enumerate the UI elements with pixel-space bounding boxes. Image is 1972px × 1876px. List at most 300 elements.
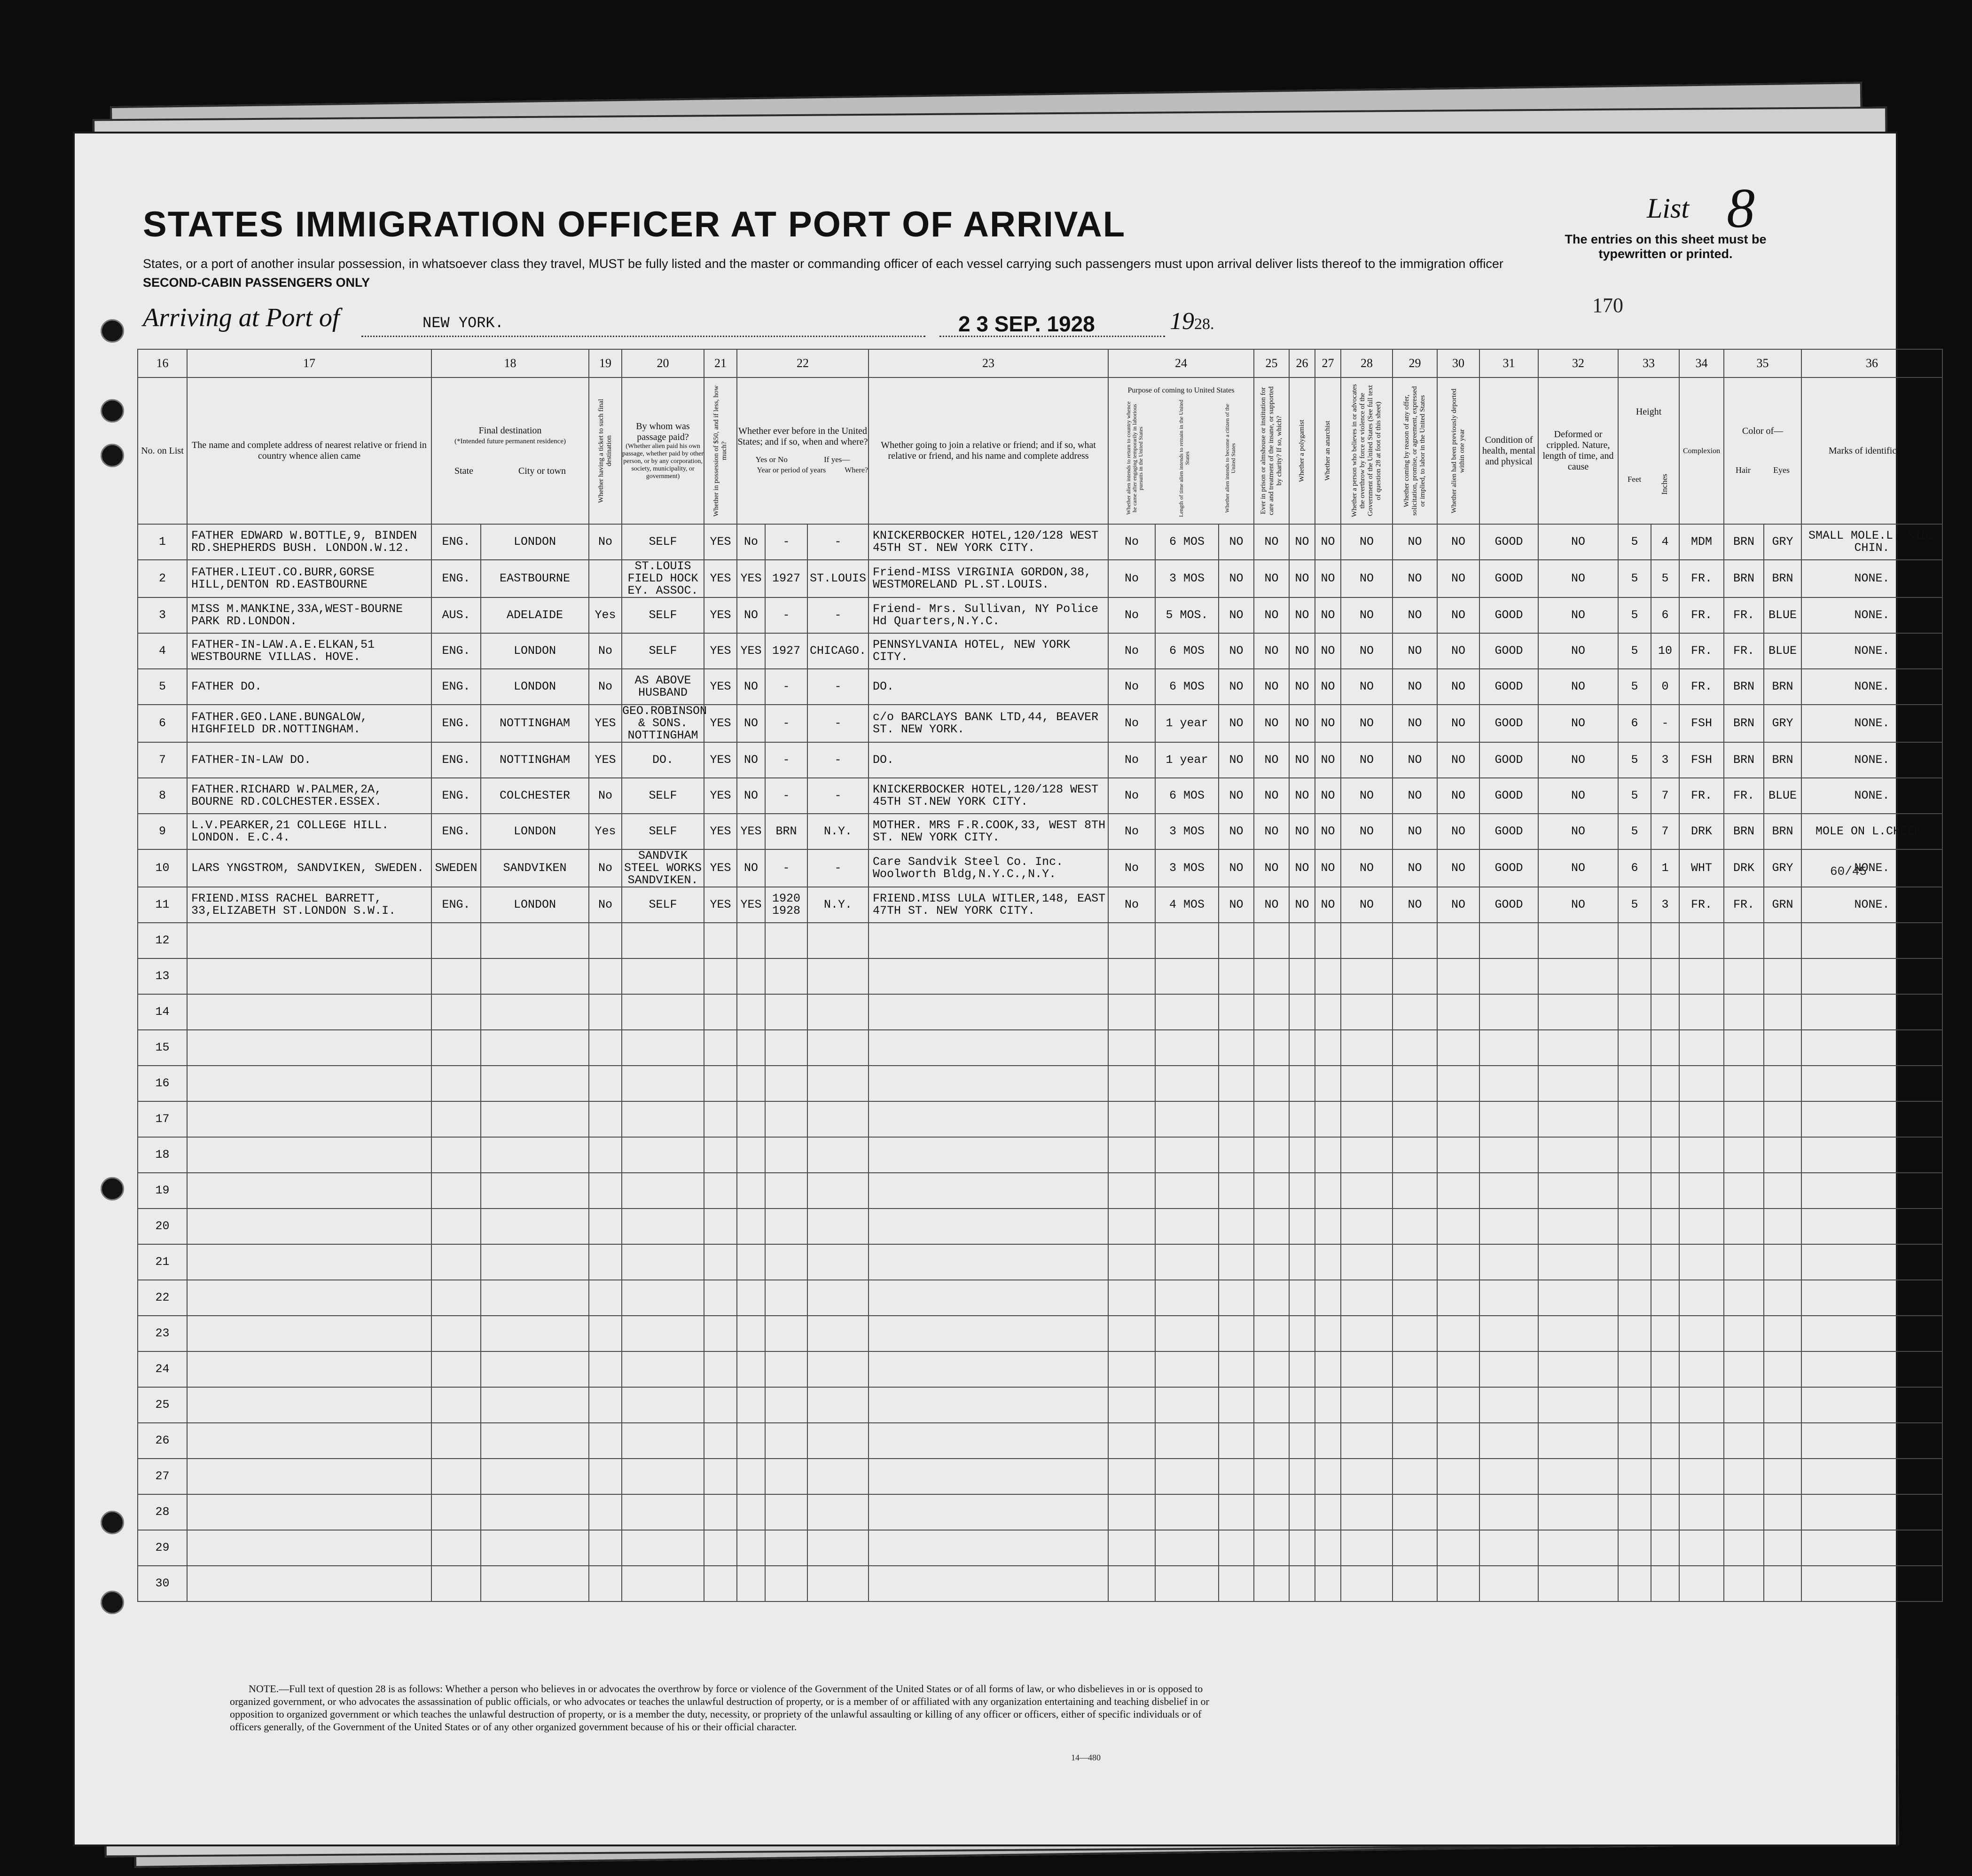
cell-p-b: 3 MOS (1155, 814, 1219, 849)
empty-cell (1764, 1351, 1801, 1387)
empty-cell (1108, 1173, 1155, 1209)
cell-years: - (765, 849, 807, 887)
cell-inches: 1 (1651, 849, 1679, 887)
cell-complexion: FR. (1679, 633, 1724, 669)
empty-cell (1393, 1030, 1437, 1066)
cell-years: BRN (765, 814, 807, 849)
empty-cell (1801, 1351, 1942, 1387)
cell-eyes: BRN (1764, 814, 1801, 849)
empty-cell (1651, 1101, 1679, 1137)
cell-c29: NO (1393, 633, 1437, 669)
cell-p-c: NO (1219, 887, 1254, 923)
empty-cell (1538, 923, 1618, 958)
empty-cell (1155, 923, 1219, 958)
empty-cell (622, 994, 704, 1030)
empty-cell (481, 1280, 589, 1316)
cell-health: GOOD (1479, 524, 1538, 560)
table-row (138, 1209, 1942, 1244)
cell-c28: NO (1341, 560, 1393, 597)
cell-feet: 5 (1618, 778, 1651, 814)
cell-p-a: No (1108, 633, 1155, 669)
cell-p-c: NO (1219, 705, 1254, 742)
cell-p-a: No (1108, 778, 1155, 814)
arriving-label: Arriving at Port of (143, 303, 340, 332)
row-number: 28 (138, 1494, 187, 1530)
empty-cell (737, 1423, 765, 1459)
empty-cell (1108, 1387, 1155, 1423)
cell-hair: FR. (1724, 633, 1764, 669)
empty-cell (1679, 1137, 1724, 1173)
empty-cell (1801, 1244, 1942, 1280)
cell-health: GOOD (1479, 597, 1538, 633)
cell-p-c: NO (1219, 742, 1254, 778)
empty-cell (1341, 1316, 1393, 1351)
empty-cell (589, 1030, 622, 1066)
cell-joining: MOTHER. MRS F.R.COOK,33, WEST 8TH ST. NEW YORK CITY. (869, 814, 1108, 849)
empty-cell (1618, 1244, 1651, 1280)
cell-c26: NO (1289, 814, 1315, 849)
empty-cell (1155, 1173, 1219, 1209)
cell-p-a: No (1108, 597, 1155, 633)
arrival-year: 1928. (1170, 308, 1214, 335)
empty-cell (431, 958, 481, 994)
header-nearest-relative: The name and complete address of nearest relative or friend in country whence alien came (187, 377, 431, 524)
empty-cell (1393, 1387, 1437, 1423)
empty-cell (622, 1066, 704, 1101)
cell-before: NO (737, 778, 765, 814)
cell-before: NO (737, 849, 765, 887)
empty-cell (1108, 1101, 1155, 1137)
cell-c26: NO (1289, 524, 1315, 560)
cell-before: YES (737, 814, 765, 849)
empty-cell (431, 994, 481, 1030)
cell-city: NOTTINGHAM (481, 705, 589, 742)
empty-cell (1651, 958, 1679, 994)
cell-deformed: NO (1538, 669, 1618, 705)
empty-cell (869, 1316, 1108, 1351)
header-purpose: Purpose of coming to United States Whether alien intends to return to country whence he came after engaging temporarily in laborious pursuits in the United States Length of time alien intends to remain in the United States Whether alien intends to become a citizen of the United States (1108, 377, 1254, 524)
empty-cell (1393, 1066, 1437, 1101)
cell-marks: NONE. (1801, 778, 1942, 814)
cell-money: YES (704, 705, 737, 742)
empty-cell (1618, 1530, 1651, 1566)
header-c25: Ever in prison or almshouse or institution for care and treatment of the insane, or supported by charity? If so, which? (1254, 377, 1289, 524)
empty-cell (589, 1316, 622, 1351)
empty-cell (1108, 1244, 1155, 1280)
cell-relative: FATHER DO. (187, 669, 431, 705)
empty-cell (1315, 1530, 1341, 1566)
cell-deformed: NO (1538, 778, 1618, 814)
empty-cell (1437, 1280, 1479, 1316)
empty-cell (1801, 1566, 1942, 1601)
empty-cell (765, 1030, 807, 1066)
cell-joining: KNICKERBOCKER HOTEL,120/128 WEST 45TH ST.NEW YORK CITY. (869, 778, 1108, 814)
header-condition: Condition of health, mental and physical (1479, 377, 1538, 524)
cell-money: YES (704, 814, 737, 849)
cell-eyes: BLUE (1764, 633, 1801, 669)
empty-cell (1651, 1459, 1679, 1494)
empty-cell (1289, 1566, 1315, 1601)
empty-cell (1219, 1423, 1254, 1459)
cell-money: YES (704, 560, 737, 597)
empty-cell (1289, 1137, 1315, 1173)
empty-cell (1155, 1566, 1219, 1601)
col-num: 22 (737, 349, 869, 377)
port-underline (361, 336, 925, 337)
empty-cell (1618, 1316, 1651, 1351)
cell-paid: SELF (622, 814, 704, 849)
cell-deformed: NO (1538, 849, 1618, 887)
empty-cell (1393, 1494, 1437, 1530)
cell-c27: NO (1315, 742, 1341, 778)
cell-hair: BRN (1724, 742, 1764, 778)
form-instructions: States, or a port of another insular possession, in whatsoever class they travel, MUST be fully listed and the master or commanding officer of each vessel carrying such passengers must upon arrival deliver lists thereof to the immigration officer (143, 257, 1503, 271)
header-c27: Whether an anarchist (1315, 377, 1341, 524)
empty-cell (1289, 923, 1315, 958)
cell-hair: BRN (1724, 705, 1764, 742)
empty-cell (481, 958, 589, 994)
empty-cell (1289, 1351, 1315, 1387)
cell-city: LONDON (481, 669, 589, 705)
header-final-destination: Final destination (*Intended future permanent residence) State City or town (431, 377, 589, 524)
cell-c27: NO (1315, 887, 1341, 923)
empty-cell (1479, 1101, 1538, 1137)
cell-p-a: No (1108, 524, 1155, 560)
empty-cell (704, 1101, 737, 1137)
empty-cell (1155, 1209, 1219, 1244)
cell-no: 10 (138, 849, 187, 887)
empty-cell (869, 1423, 1108, 1459)
empty-cell (1315, 1566, 1341, 1601)
empty-cell (807, 923, 869, 958)
empty-cell (807, 1566, 869, 1601)
cell-deformed: NO (1538, 814, 1618, 849)
cell-where: - (807, 705, 869, 742)
empty-cell (737, 1316, 765, 1351)
cell-years: - (765, 524, 807, 560)
empty-cell (1538, 1244, 1618, 1280)
empty-cell (765, 1066, 807, 1101)
empty-cell (1341, 1351, 1393, 1387)
cell-eyes: BRN (1764, 560, 1801, 597)
cell-p-b: 5 MOS. (1155, 597, 1219, 633)
cell-c30: NO (1437, 742, 1479, 778)
empty-cell (1724, 1351, 1764, 1387)
cell-deformed: NO (1538, 742, 1618, 778)
cell-c26: NO (1289, 849, 1315, 887)
cell-eyes: GRY (1764, 849, 1801, 887)
cell-c27: NO (1315, 849, 1341, 887)
row-number: 14 (138, 994, 187, 1030)
empty-cell (1254, 1066, 1289, 1101)
empty-cell (1219, 1280, 1254, 1316)
empty-cell (1219, 1530, 1254, 1566)
cell-feet: 6 (1618, 705, 1651, 742)
empty-cell (1618, 1459, 1651, 1494)
cell-years: - (765, 705, 807, 742)
empty-cell (1155, 1351, 1219, 1387)
cell-feet: 5 (1618, 814, 1651, 849)
empty-cell (1679, 1209, 1724, 1244)
empty-cell (869, 1137, 1108, 1173)
cell-money: YES (704, 524, 737, 560)
empty-cell (737, 1137, 765, 1173)
empty-cell (431, 1244, 481, 1280)
row-number: 13 (138, 958, 187, 994)
empty-cell (1437, 958, 1479, 994)
empty-cell (1254, 1173, 1289, 1209)
empty-cell (1393, 994, 1437, 1030)
passenger-class: SECOND-CABIN PASSENGERS ONLY (143, 275, 370, 290)
cell-c27: NO (1315, 705, 1341, 742)
empty-cell (1618, 1566, 1651, 1601)
empty-cell (869, 1173, 1108, 1209)
cell-feet: 6 (1618, 849, 1651, 887)
cell-relative: LARS YNGSTROM, SANDVIKEN, SWEDEN. (187, 849, 431, 887)
empty-cell (1618, 958, 1651, 994)
empty-cell (1764, 1566, 1801, 1601)
cell-c26: NO (1289, 597, 1315, 633)
cell-c30: NO (1437, 887, 1479, 923)
cell-complexion: DRK (1679, 814, 1724, 849)
cell-c27: NO (1315, 560, 1341, 597)
cell-eyes: GRN (1764, 887, 1801, 923)
cell-no: 7 (138, 742, 187, 778)
cell-deformed: NO (1538, 560, 1618, 597)
cell-ticket: YES (589, 705, 622, 742)
table-row (138, 1101, 1942, 1137)
cell-state: ENG. (431, 669, 481, 705)
empty-cell (622, 1351, 704, 1387)
row-number: 15 (138, 1030, 187, 1066)
cell-deformed: NO (1538, 597, 1618, 633)
empty-cell (622, 1137, 704, 1173)
empty-cell (1538, 1387, 1618, 1423)
cell-no: 8 (138, 778, 187, 814)
table-row (138, 1566, 1942, 1601)
cell-health: GOOD (1479, 814, 1538, 849)
empty-cell (807, 1494, 869, 1530)
cell-c28: NO (1341, 524, 1393, 560)
empty-cell (765, 1566, 807, 1601)
empty-cell (431, 1316, 481, 1351)
cell-hair: FR. (1724, 597, 1764, 633)
cell-c28: NO (1341, 887, 1393, 923)
empty-cell (1393, 1351, 1437, 1387)
empty-cell (1254, 1244, 1289, 1280)
empty-cell (1219, 1101, 1254, 1137)
footnote-question-28: NOTE.—Full text of question 28 is as follows: Whether a person who believes in or advocates the overthrow by force or violence of the Government of the United States or of all forms of law, or who disbelieves in or is opposed to organized government, or who advocates the assassination of public officials, or who advocates or teaches the unlawful destruction of property, or is a member of or affiliated with any organization entertaining and teaching disbelief in or opposition to organized government or which teaches the unlawful destruction of property, or is a member the duty, necessity, or propriety of the unlawful assaulting or killing of any officer or officers, either of specific individuals or of officers generally, of the Government of the United States or of any other organized government because of his or their official character. (230, 1683, 1209, 1733)
cell-c28: NO (1341, 705, 1393, 742)
cell-complexion: FR. (1679, 560, 1724, 597)
cell-c29: NO (1393, 887, 1437, 923)
empty-cell (1393, 1101, 1437, 1137)
cell-complexion: FSH (1679, 705, 1724, 742)
empty-cell (1764, 923, 1801, 958)
empty-cell (1108, 994, 1155, 1030)
empty-cell (622, 1459, 704, 1494)
empty-cell (1393, 1530, 1437, 1566)
cell-marks: MOLE ON L.CHEEK. (1801, 814, 1942, 849)
cell-ticket: No (589, 669, 622, 705)
cell-city: SANDVIKEN (481, 849, 589, 887)
header-before-us: Whether ever before in the United States; and if so, when and where? Yes or No If yes— Year or period of years Where? (737, 377, 869, 524)
cell-feet: 5 (1618, 742, 1651, 778)
empty-cell (1315, 1137, 1341, 1173)
empty-cell (869, 1280, 1108, 1316)
cell-c28: NO (1341, 742, 1393, 778)
cell-inches: 7 (1651, 814, 1679, 849)
empty-cell (1393, 1566, 1437, 1601)
cell-feet: 5 (1618, 597, 1651, 633)
cell-p-a: No (1108, 669, 1155, 705)
empty-cell (481, 1030, 589, 1066)
empty-cell (1724, 1387, 1764, 1423)
empty-cell (1764, 1209, 1801, 1244)
cell-c27: NO (1315, 778, 1341, 814)
empty-cell (869, 923, 1108, 958)
empty-cell (1479, 1494, 1538, 1530)
empty-cell (1315, 1101, 1341, 1137)
table-row (138, 1316, 1942, 1351)
cell-money: YES (704, 849, 737, 887)
cell-paid: SELF (622, 597, 704, 633)
empty-cell (187, 1101, 431, 1137)
cell-joining: Care Sandvik Steel Co. Inc. Woolworth Bldg,N.Y.C.,N.Y. (869, 849, 1108, 887)
empty-cell (187, 1209, 431, 1244)
table-row (138, 958, 1942, 994)
cell-ticket (589, 560, 622, 597)
cell-c26: NO (1289, 742, 1315, 778)
cell-p-c: NO (1219, 778, 1254, 814)
header-c28: Whether a person who believes in or advocates the overthrow by force or violence of the Government of the United States (See full text of question 28 at foot of this sheet) (1341, 377, 1393, 524)
empty-cell (1618, 994, 1651, 1030)
cell-where: - (807, 778, 869, 814)
empty-cell (622, 1173, 704, 1209)
empty-cell (765, 994, 807, 1030)
cell-city: NOTTINGHAM (481, 742, 589, 778)
empty-cell (1108, 958, 1155, 994)
cell-city: COLCHESTER (481, 778, 589, 814)
empty-cell (1437, 1387, 1479, 1423)
empty-cell (765, 1101, 807, 1137)
empty-cell (622, 1209, 704, 1244)
empty-cell (1764, 1173, 1801, 1209)
empty-cell (1651, 1566, 1679, 1601)
cell-p-b: 4 MOS (1155, 887, 1219, 923)
empty-cell (1724, 1244, 1764, 1280)
col-num: 36 (1801, 349, 1942, 377)
empty-cell (1538, 1494, 1618, 1530)
empty-cell (1764, 958, 1801, 994)
cell-deformed: NO (1538, 705, 1618, 742)
empty-cell (1479, 923, 1538, 958)
empty-cell (1219, 1173, 1254, 1209)
empty-cell (1289, 1101, 1315, 1137)
empty-cell (1479, 1316, 1538, 1351)
cell-where: - (807, 524, 869, 560)
empty-cell (1764, 1387, 1801, 1423)
empty-cell (1679, 1530, 1724, 1566)
empty-cell (589, 923, 622, 958)
cell-c29: NO (1393, 849, 1437, 887)
table-row (138, 887, 1942, 923)
empty-cell (1108, 1530, 1155, 1566)
empty-cell (1341, 958, 1393, 994)
cell-state: ENG. (431, 742, 481, 778)
row-number: 20 (138, 1209, 187, 1244)
cell-paid: SELF (622, 778, 704, 814)
header-height: Height Feet Inches (1618, 377, 1679, 524)
cell-city: ADELAIDE (481, 597, 589, 633)
empty-cell (1437, 1173, 1479, 1209)
empty-cell (1393, 923, 1437, 958)
cell-p-a: No (1108, 742, 1155, 778)
empty-cell (1479, 1209, 1538, 1244)
cell-no: 4 (138, 633, 187, 669)
empty-cell (1651, 994, 1679, 1030)
empty-cell (1393, 1280, 1437, 1316)
empty-cell (1393, 1209, 1437, 1244)
empty-cell (704, 1244, 737, 1280)
cell-feet: 5 (1618, 560, 1651, 597)
empty-cell (481, 1316, 589, 1351)
empty-cell (431, 1494, 481, 1530)
cell-c27: NO (1315, 669, 1341, 705)
empty-cell (765, 1280, 807, 1316)
empty-cell (807, 994, 869, 1030)
table-row (138, 742, 1942, 778)
cell-c28: NO (1341, 778, 1393, 814)
cell-hair: BRN (1724, 669, 1764, 705)
empty-cell (869, 1494, 1108, 1530)
empty-cell (704, 1530, 737, 1566)
cell-city: LONDON (481, 633, 589, 669)
empty-cell (737, 1244, 765, 1280)
empty-cell (1254, 1351, 1289, 1387)
cell-c29: NO (1393, 814, 1437, 849)
cell-before: YES (737, 560, 765, 597)
empty-cell (1219, 1566, 1254, 1601)
empty-cell (1155, 1423, 1219, 1459)
cell-money: YES (704, 778, 737, 814)
empty-cell (589, 1459, 622, 1494)
empty-cell (765, 958, 807, 994)
cell-p-b: 3 MOS (1155, 849, 1219, 887)
cell-city: LONDON (481, 887, 589, 923)
empty-cell (1724, 1030, 1764, 1066)
table-row (138, 1137, 1942, 1173)
empty-cell (807, 1316, 869, 1351)
empty-cell (1618, 1494, 1651, 1530)
empty-cell (807, 1030, 869, 1066)
empty-cell (431, 1530, 481, 1566)
cell-marks: NONE. (1801, 633, 1942, 669)
empty-cell (737, 1387, 765, 1423)
empty-cell (1651, 1173, 1679, 1209)
cell-no: 1 (138, 524, 187, 560)
empty-cell (737, 958, 765, 994)
empty-cell (1155, 1101, 1219, 1137)
table-row (138, 669, 1942, 705)
empty-cell (1679, 1066, 1724, 1101)
table-row (138, 705, 1942, 742)
cell-c26: NO (1289, 633, 1315, 669)
cell-p-c: NO (1219, 669, 1254, 705)
table-row (138, 1423, 1942, 1459)
empty-cell (1254, 1387, 1289, 1423)
empty-cell (869, 1209, 1108, 1244)
